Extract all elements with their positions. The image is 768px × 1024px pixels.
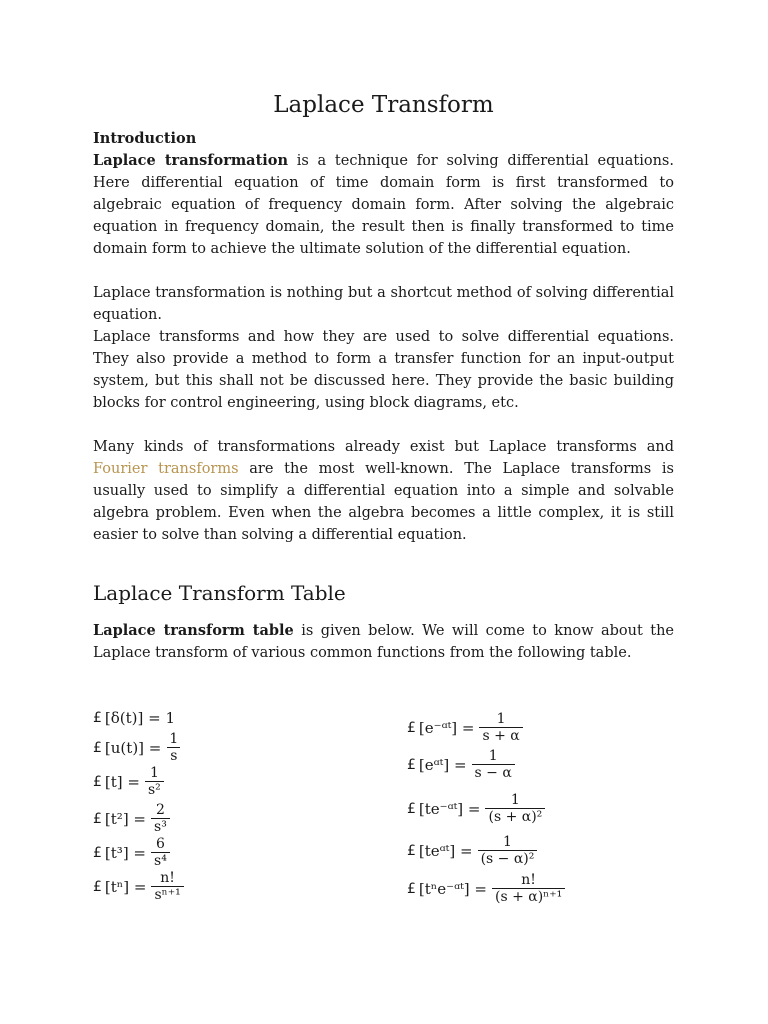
denominator: (s − α)² — [478, 850, 538, 867]
numerator: n! — [160, 870, 175, 886]
formula-lhs: [e⁻ᵅᵗ] = — [418, 718, 475, 737]
laplace-symbol: £ — [93, 844, 102, 861]
denominator: s — [167, 747, 180, 764]
denominator: sⁿ⁺¹ — [151, 886, 183, 903]
intro-p1-text: is a technique for solving differential equations. Here differential equation of time domain form is first transformed to algebraic equation of frequency domain form. After solving the algebraic equation in frequency domain, the result then is finally transformed to time domain form to achieve the ultimate solution of the differential equation. — [93, 153, 674, 257]
denominator: s − α — [472, 764, 515, 781]
intro-paragraph-3: Laplace transforms and how they are used to solve differential equations. They also provide a method to form a transfer function for an input-output system, but this shall not be discussed here. They provide the basic building blocks for control engineering, using block diagrams, etc. — [93, 329, 674, 411]
fraction — [492, 872, 565, 905]
table-p-text: is given below. We will come to know about the Laplace transform of various common functions from the following table. — [93, 623, 674, 661]
formula-lhs: [t³] = — [104, 843, 147, 862]
page-title: Laplace Transform — [273, 92, 494, 118]
formula-lhs: [t] = — [104, 772, 140, 791]
formula-t-n — [93, 870, 184, 903]
fraction — [472, 748, 515, 781]
numerator: 6 — [155, 836, 165, 852]
fraction — [478, 834, 538, 867]
table-strong: Laplace transform table — [93, 622, 294, 639]
formula-lhs: [teᵅᵗ] = — [418, 841, 473, 860]
formula-lhs: [eᵅᵗ] = — [418, 755, 467, 774]
fraction — [151, 870, 183, 903]
numerator: 1 — [510, 792, 520, 808]
laplace-symbol: £ — [407, 880, 416, 897]
formula-t-exp-decay — [407, 792, 545, 825]
denominator: s³ — [151, 818, 170, 835]
fraction — [166, 731, 181, 764]
formula-unit-step — [93, 731, 181, 764]
fourier-link[interactable]: Fourier transforms — [93, 461, 239, 477]
laplace-symbol: £ — [407, 719, 416, 736]
numerator: 1 — [496, 711, 506, 727]
formula-delta — [93, 709, 175, 727]
formula-t-squared — [93, 802, 170, 835]
denominator: s + α — [479, 727, 522, 744]
numerator: 2 — [155, 802, 165, 818]
formula-exp-decay — [407, 711, 523, 744]
denominator: (s + α)² — [485, 808, 545, 825]
fraction — [479, 711, 522, 744]
laplace-symbol: £ — [93, 739, 102, 756]
denominator: s² — [145, 781, 164, 798]
fraction — [145, 765, 164, 798]
numerator: 1 — [503, 834, 512, 850]
intro-heading: Introduction — [93, 130, 197, 147]
intro-paragraph-1 — [93, 150, 674, 260]
fraction — [151, 836, 170, 869]
intro-strong: Laplace transformation — [93, 152, 288, 169]
fraction — [151, 802, 170, 835]
laplace-symbol: £ — [407, 800, 416, 817]
laplace-symbol: £ — [407, 756, 416, 773]
intro-paragraph-4 — [93, 436, 674, 546]
formula-t-cubed — [93, 836, 170, 869]
laplace-symbol: £ — [93, 710, 102, 726]
denominator: s⁴ — [151, 852, 170, 869]
formula-exp-growth — [407, 748, 515, 781]
laplace-symbol: £ — [93, 773, 102, 790]
laplace-symbol: £ — [93, 878, 102, 895]
numerator: n! — [521, 872, 536, 888]
formula-lhs: [tⁿe⁻ᵅᵗ] = — [418, 879, 487, 898]
intro-p4-a: Many kinds of transformations already exist but Laplace transforms and — [93, 439, 674, 455]
fraction — [485, 792, 545, 825]
numerator: 1 — [149, 765, 159, 781]
intro-paragraph-2: Laplace transformation is nothing but a shortcut method of solving differential equation. — [93, 285, 674, 323]
document-body — [93, 88, 674, 664]
formula-ramp — [93, 765, 164, 798]
intro-p4-b: are the most well-known. The Laplace transforms is usually used to simplify a differential equation into a simple and solvable algebra problem. Even when the algebra becomes a little complex, it is still easier to solve than solving a differential equation. — [93, 461, 674, 543]
formula-lhs: [tⁿ] = — [104, 877, 147, 896]
denominator: (s + α)ⁿ⁺¹ — [492, 888, 565, 905]
formula-lhs: [te⁻ᵅᵗ] = — [418, 799, 481, 818]
formula-tn-exp-decay — [407, 872, 565, 905]
formula-lhs: [u(t)] = — [104, 738, 162, 757]
numerator: 1 — [169, 731, 179, 747]
numerator: 1 — [488, 748, 498, 764]
laplace-symbol: £ — [93, 810, 102, 827]
table-paragraph — [93, 620, 674, 664]
formula-lhs: [δ(t)] = 1 — [104, 709, 176, 727]
formula-t-exp-growth — [407, 834, 537, 867]
formula-lhs: [t²] = — [104, 809, 147, 828]
laplace-symbol: £ — [407, 842, 416, 859]
table-heading: Laplace Transform Table — [93, 581, 346, 605]
